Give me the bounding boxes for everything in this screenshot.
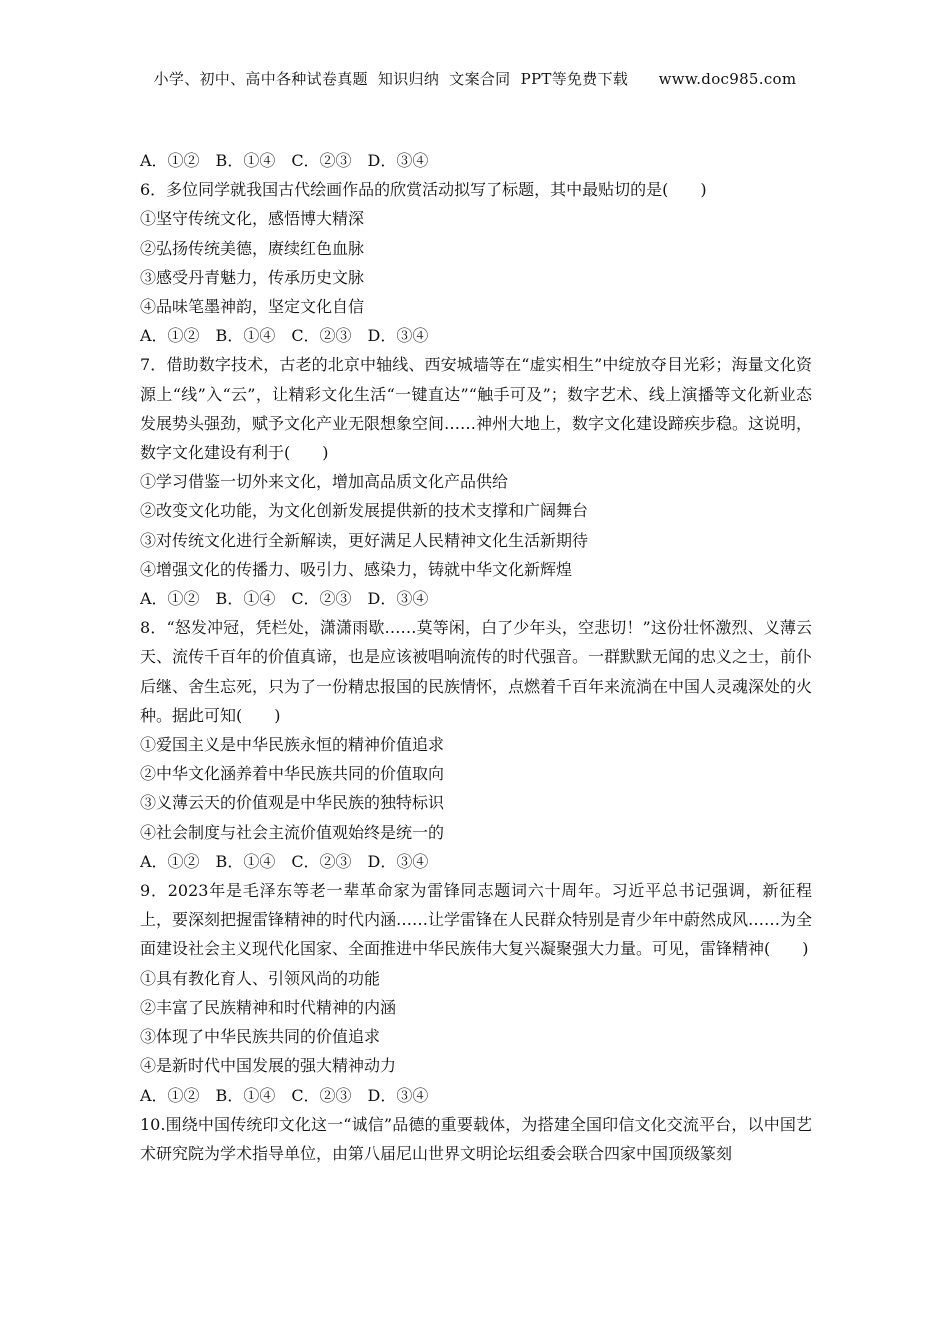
page-header: 小学、初中、高中各种试卷真题 知识归纳 文案合同 PPT等免费下载 www.doc985.com bbox=[153, 70, 797, 88]
q6-option-3: ③感受丹青魅力，传承历史文脉 bbox=[140, 267, 365, 287]
q8-stem: 8．“怒发冲冠，凭栏处，潇潇雨歇……莫等闲，白了少年头，空悲切！”这份壮怀激烈、义薄云天、流传千百年的价值真谛，也是应该被唱响流传的时代强音。一群默默无闻的忠义之士，前仆后继、舍生忘死，只为了一份精忠报国的民族情怀，点燃着千百年来流淌在中国人灵魂深处的火种。据此可知( ) bbox=[140, 618, 813, 725]
question-content bbox=[140, 146, 812, 1168]
q9-option-4: ④是新时代中国发展的强大精神动力 bbox=[140, 1056, 397, 1076]
q9-choices: A．①② B．①④ C．②③ D．③④ bbox=[140, 1085, 429, 1105]
q6-stem: 6．多位同学就我国古代绘画作品的欣赏活动拟写了标题，其中最贴切的是( ) bbox=[140, 180, 707, 200]
q7-option-3: ③对传统文化进行全新解读，更好满足人民精神文化生活新期待 bbox=[140, 530, 589, 550]
q9-stem: 9．2023年是毛泽东等老一辈革命家为雷锋同志题词六十周年。习近平总书记强调，新征程上，要深刻把握雷锋精神的时代内涵……让学雷锋在人民群众特别是青少年中蔚然成风……为全面建设社会主义现代化国家、全面推进中华民族伟大复兴凝聚强大力量。可见，雷锋精神( ) bbox=[140, 881, 813, 959]
q9-option-2: ②丰富了民族精神和时代精神的内涵 bbox=[140, 997, 397, 1017]
q6-choices: A．①② B．①④ C．②③ D．③④ bbox=[140, 326, 429, 346]
q8-option-4: ④社会制度与社会主流价值观始终是统一的 bbox=[140, 822, 445, 842]
q7-option-4: ④增强文化的传播力、吸引力、感染力，铸就中华文化新辉煌 bbox=[140, 559, 573, 579]
q8-option-3: ③义薄云天的价值观是中华民族的独特标识 bbox=[140, 793, 445, 813]
q6-option-2: ②弘扬传统美德，赓续红色血脉 bbox=[140, 238, 365, 258]
q7-option-1: ①学习借鉴一切外来文化，增加高品质文化产品供给 bbox=[140, 472, 509, 492]
q8-option-1: ①爱国主义是中华民族永恒的精神价值追求 bbox=[140, 735, 445, 755]
q6-option-1: ①坚守传统文化，感悟博大精深 bbox=[140, 209, 365, 229]
q6-option-4: ④品味笔墨神韵，坚定文化自信 bbox=[140, 297, 365, 317]
q10-stem: 10.围绕中国传统印文化这一“诚信”品德的重要载体，为搭建全国印信文化交流平台，以中国艺术研究院为学术指导单位，由第八届尼山世界文明论坛组委会联合四家中国顶级篆刻 bbox=[140, 1114, 812, 1163]
q5-choices: A．①② B．①④ C．②③ D．③④ bbox=[140, 151, 429, 170]
q9-option-3: ③体现了中华民族共同的价值追求 bbox=[140, 1027, 381, 1047]
q9-option-1: ①具有教化育人、引领风尚的功能 bbox=[140, 968, 381, 988]
q7-choices: A．①② B．①④ C．②③ D．③④ bbox=[140, 589, 429, 609]
q8-option-2: ②中华文化涵养着中华民族共同的价值取向 bbox=[140, 764, 445, 784]
q8-choices: A．①② B．①④ C．②③ D．③④ bbox=[140, 851, 429, 871]
q7-stem: 7．借助数字技术，古老的北京中轴线、西安城墙等在“虚实相生”中绽放夺目光彩；海量文化资源上“线”入“云”，让精彩文化生活“一键直达”“触手可及”；数字艺术、线上演播等文化新业态发展势头强劲，赋予文化产业无限想象空间……神州大地上，数字文化建设蹄疾步稳。这说明，数字文化建设有利于( ) bbox=[140, 355, 813, 463]
q7-option-2: ②改变文化功能，为文化创新发展提供新的技术支撑和广阔舞台 bbox=[140, 501, 589, 521]
